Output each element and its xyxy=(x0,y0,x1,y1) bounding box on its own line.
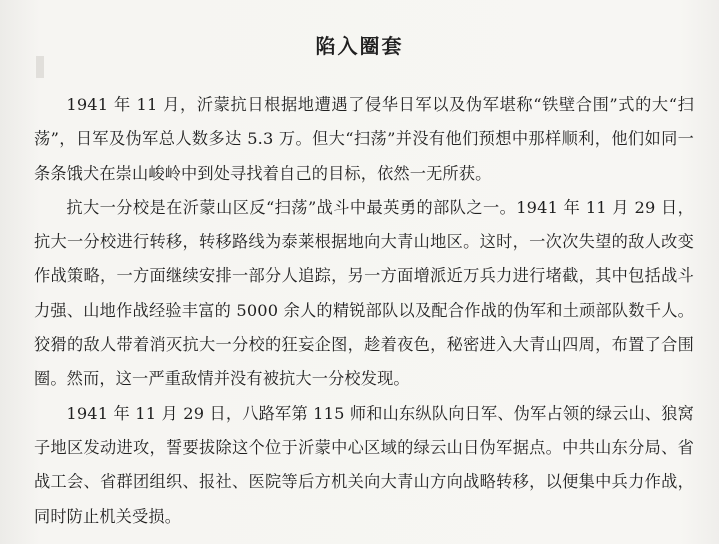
page-edge-mark xyxy=(36,56,44,78)
article-title: 陷入圈套 xyxy=(315,34,404,58)
paragraph-1: 1941 年 11 月，沂蒙抗日根据地遭遇了侵华日军以及伪军堪称“铁壁合围”式的大“扫荡”，日军及伪军总人数多达 5.3 万。但大“扫荡”并没有他们预想中那样顺利，他们如同一条条饿犬在崇山峻岭中到处寻找着自己的目标，依然一无所获。 xyxy=(34,95,694,183)
paragraph-3: 1941 年 11 月 29 日，八路军第 115 师和山东纵队向日军、伪军占领的绿云山、狼窝子地区发动进攻，誓要拔除这个位于沂蒙中心区域的绿云山日伪军据点。中共山东分局、省战工会、省群团组织、报社、医院等后方机关向大青山方向战略转移，以便集中兵力作战，同时防止机关受损。 xyxy=(34,403,694,526)
paragraph-2: 抗大一分校是在沂蒙山区反“扫荡”战斗中最英勇的部队之一。1941 年 11 月 29 日，抗大一分校进行转移，转移路线为泰莱根据地向大青山地区。这时，一次次失望的敌人改变作战策略，一方面继续安排一部分人追踪，另一方面增派近万兵力进行堵截，其中包括战斗力强、山地作战经验丰富的 5000 余人的精锐部队以及配合作战的伪军和土顽部队数千人。狡猾的敌人带着消灭抗大一分校的狂妄企图，趁着夜色，秘密进入大青山四周，布置了合围圈。然而，这一严重敌情并没有被抗大一分校发现。 xyxy=(34,197,694,389)
article-body xyxy=(34,88,694,534)
